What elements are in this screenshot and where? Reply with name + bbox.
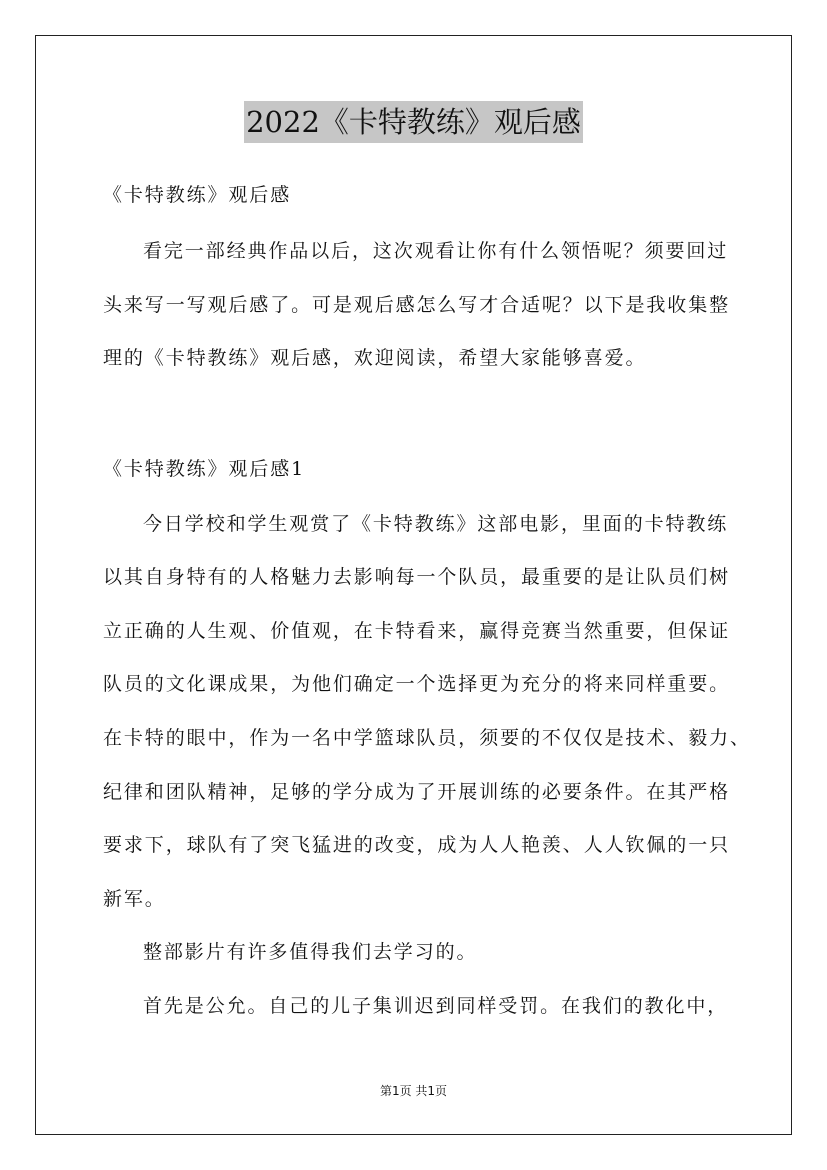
document-title <box>0 96 827 148</box>
intro-paragraph-line: 理的《卡特教练》观后感，欢迎阅读，希望大家能够喜爱。 <box>103 347 647 369</box>
body-paragraph-line: 新军。 <box>103 888 166 910</box>
body-paragraph-line: 纪律和团队精神，足够的学分成为了开展训练的必要条件。在其严格 <box>103 781 731 803</box>
body-paragraph-line: 以其自身特有的人格魅力去影响每一个队员，最重要的是让队员们树 <box>103 566 731 588</box>
intro-paragraph-line: 头来写一写观后感了。可是观后感怎么写才合适呢？以下是我收集整 <box>103 294 731 316</box>
body-paragraph-line: 首先是公允。自己的儿子集训迟到同样受罚。在我们的教化中， <box>143 995 729 1017</box>
body-paragraph-line: 要求下，球队有了突飞猛进的改变，成为人人艳羡、人人钦佩的一只 <box>103 834 731 856</box>
section-heading: 《卡特教练》观后感1 <box>103 458 306 480</box>
body-paragraph-line: 在卡特的眼中，作为一名中学篮球队员，须要的不仅仅是技术、毅力、 <box>103 727 751 749</box>
body-paragraph-line: 整部影片有许多值得我们去学习的。 <box>143 941 478 963</box>
body-paragraph-line: 今日学校和学生观赏了《卡特教练》这部电影，里面的卡特教练 <box>143 513 729 535</box>
intro-paragraph-line: 看完一部经典作品以后，这次观看让你有什么领悟呢？须要回过 <box>143 240 729 262</box>
page-number: 第1页 共1页 <box>379 1084 448 1098</box>
section-heading: 《卡特教练》观后感 <box>103 184 292 206</box>
body-paragraph-line: 立正确的人生观、价值观，在卡特看来，赢得竞赛当然重要，但保证 <box>103 620 731 642</box>
body-paragraph-line: 队员的文化课成果，为他们确定一个选择更为充分的将来同样重要。 <box>103 673 731 695</box>
title-text: 2022《卡特教练》观后感 <box>244 101 583 143</box>
